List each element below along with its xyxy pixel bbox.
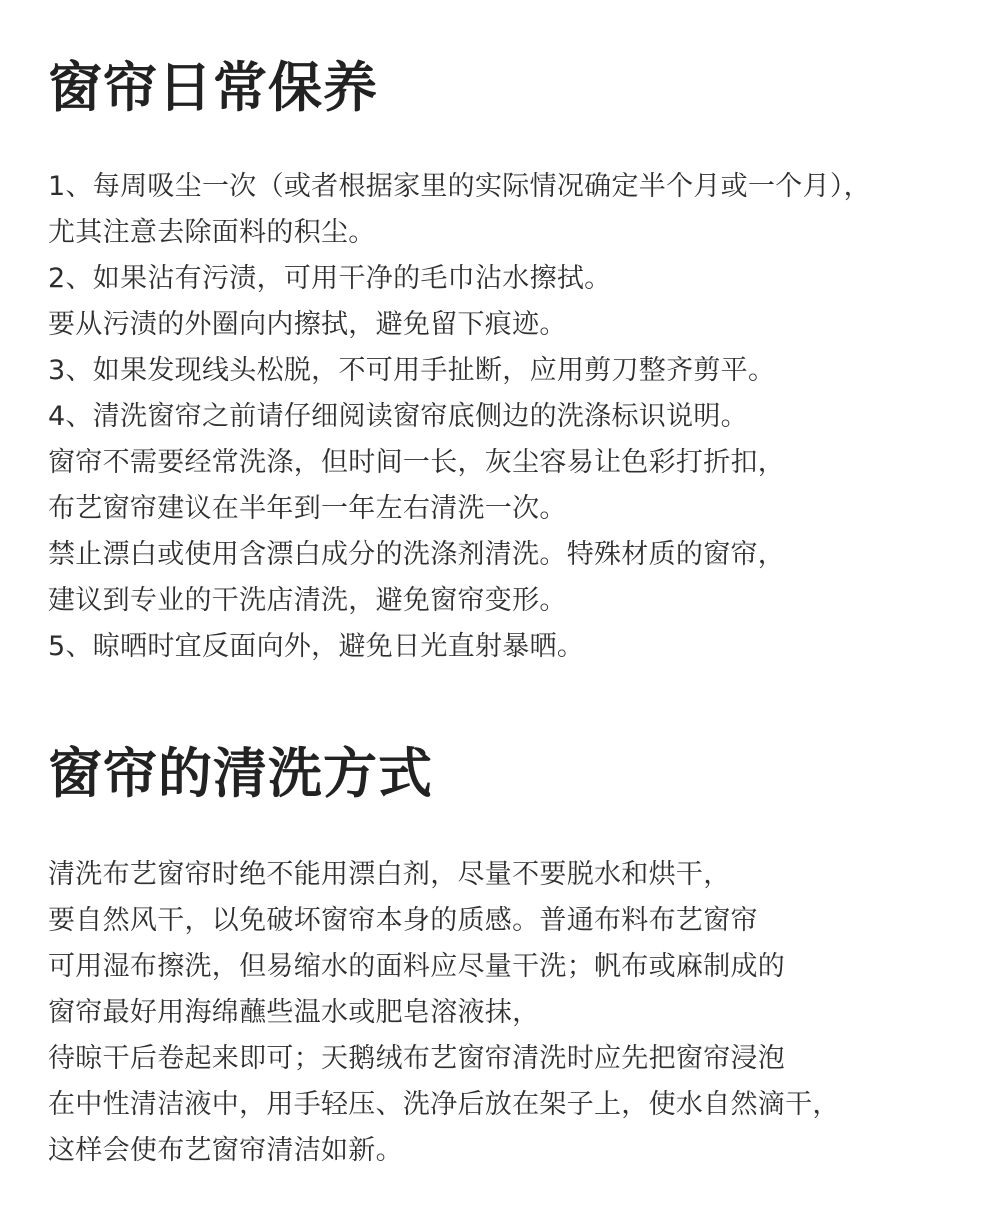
section-text bbox=[48, 852, 978, 1174]
text-line: 可用湿布擦洗，但易缩水的面料应尽量干洗；帆布或麻制成的 bbox=[48, 951, 786, 982]
section-cleaning-methods bbox=[48, 738, 978, 1174]
text-line: 5、晾晒时宜反面向外，避免日光直射暴晒。 bbox=[48, 631, 585, 662]
section-heading: 窗帘的清洗方式 bbox=[48, 742, 433, 805]
text-line: 窗帘最好用海绵蘸些温水或肥皂溶液抹， bbox=[48, 997, 540, 1028]
text-line: 布艺窗帘建议在半年到一年左右清洗一次。 bbox=[48, 493, 567, 524]
text-line: 尤其注意去除面料的积尘。 bbox=[48, 217, 376, 248]
text-line: 2、如果沾有污渍，可用干净的毛巾沾水擦拭。 bbox=[48, 263, 612, 294]
text-line: 要从污渍的外圈向内擦拭，避免留下痕迹。 bbox=[48, 309, 567, 340]
text-line: 要自然风干，以免破坏窗帘本身的质感。普通布料布艺窗帘 bbox=[48, 905, 758, 936]
section-daily-care bbox=[48, 52, 978, 670]
text-line: 在中性清洁液中，用手轻压、洗净后放在架子上，使水自然滴干， bbox=[48, 1089, 840, 1120]
section-heading: 窗帘日常保养 bbox=[48, 56, 378, 119]
text-line: 3、如果发现线头松脱，不可用手扯断，应用剪刀整齐剪平。 bbox=[48, 355, 776, 386]
text-line: 窗帘不需要经常洗涤，但时间一长，灰尘容易让色彩打折扣， bbox=[48, 447, 786, 478]
text-line: 清洗布艺窗帘时绝不能用漂白剂，尽量不要脱水和烘干， bbox=[48, 859, 731, 890]
section-text bbox=[48, 164, 978, 670]
text-line: 建议到专业的干洗店清洗，避免窗帘变形。 bbox=[48, 585, 567, 616]
text-line: 1、每周吸尘一次（或者根据家里的实际情况确定半个月或一个月）， bbox=[48, 171, 871, 202]
text-line: 这样会使布艺窗帘清洁如新。 bbox=[48, 1135, 403, 1166]
text-line: 禁止漂白或使用含漂白成分的洗涤剂清洗。特殊材质的窗帘， bbox=[48, 539, 786, 570]
text-line: 待晾干后卷起来即可；天鹅绒布艺窗帘清洗时应先把窗帘浸泡 bbox=[48, 1043, 786, 1074]
text-line: 4、清洗窗帘之前请仔细阅读窗帘底侧边的洗涤标识说明。 bbox=[48, 401, 748, 432]
